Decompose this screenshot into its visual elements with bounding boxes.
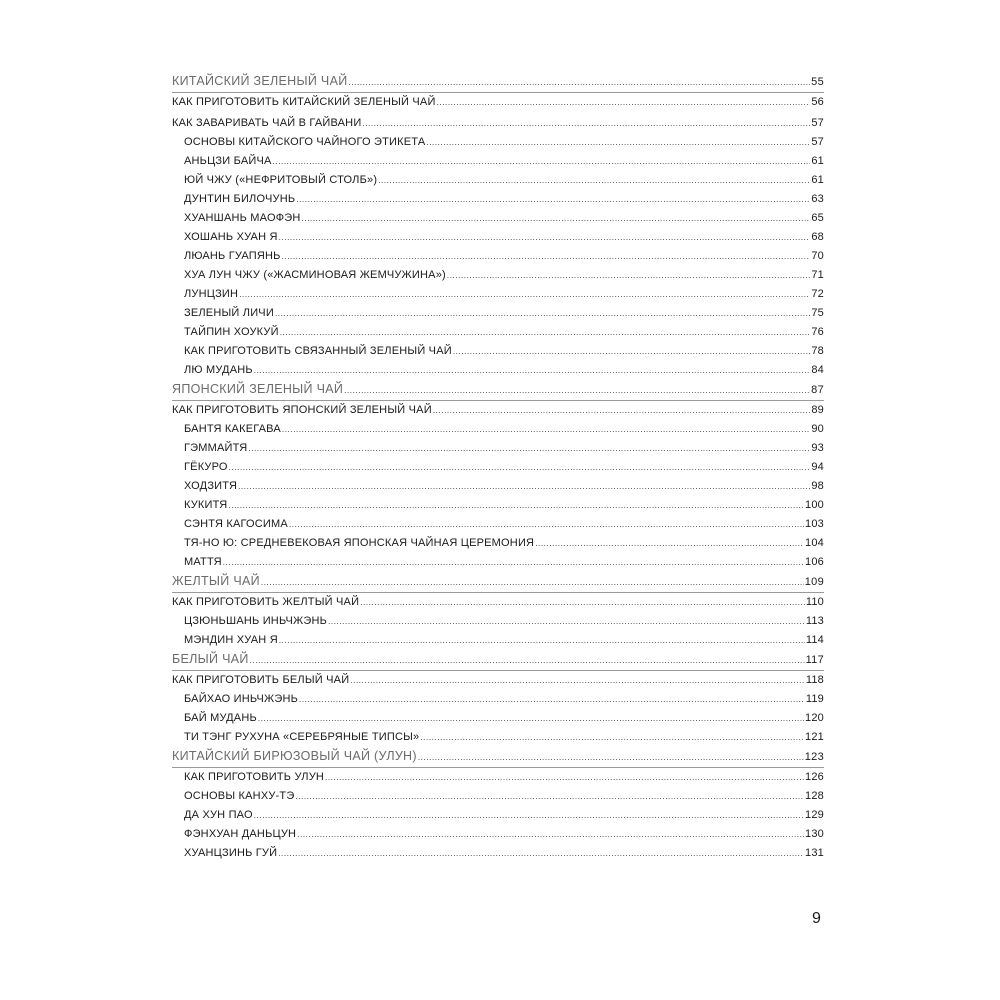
- toc-entry: [172, 247, 824, 266]
- dot-leader: [223, 553, 804, 572]
- toc-section-heading: [172, 380, 824, 400]
- dot-leader: [349, 73, 811, 92]
- toc-entry-title: ЯПОНСКИЙ ЗЕЛЕНЫЙ ЧАЙ: [172, 382, 344, 396]
- toc-entry: [172, 768, 824, 787]
- toc-entry: [172, 690, 824, 709]
- toc-entry: [172, 671, 824, 690]
- toc-entry: [172, 553, 824, 572]
- dot-leader: [229, 458, 811, 477]
- toc-entry-title: МЭНДИН ХУАН Я: [184, 634, 278, 646]
- toc-entry-title: ЛЮ МУДАНЬ: [184, 364, 253, 376]
- toc-entry: [172, 209, 824, 228]
- dot-leader: [433, 401, 811, 420]
- toc-entry-title: КИТАЙСКИЙ БИРЮЗОВЫЙ ЧАЙ (УЛУН): [172, 749, 417, 763]
- toc-entry: [172, 534, 824, 553]
- toc-entry-title: ЦЗЮНЬШАНЬ ИНЬЧЖЭНЬ: [184, 615, 328, 627]
- toc-entry-title: ХУАНШАНЬ МАОФЭН: [184, 212, 301, 224]
- toc-entry: [172, 787, 824, 806]
- toc-entry-page: 109: [804, 576, 824, 588]
- toc-entry: [172, 844, 824, 863]
- toc-entry: [172, 152, 824, 171]
- dot-leader: [261, 573, 804, 592]
- dot-leader: [282, 420, 810, 439]
- toc-entry: [172, 593, 824, 612]
- toc-entry-title: ФЭНХУАН ДАНЬЦУН: [184, 828, 297, 840]
- toc-entry-page: 72: [811, 288, 824, 300]
- dot-leader: [254, 361, 811, 380]
- toc-entry: [172, 401, 824, 420]
- toc-entry-page: 123: [804, 751, 824, 763]
- toc-entry-title: ОСНОВЫ КИТАЙСКОГО ЧАЙНОГО ЭТИКЕТА: [184, 136, 426, 148]
- table-of-contents: [172, 72, 824, 863]
- toc-entry-page: 130: [805, 828, 824, 840]
- dot-leader: [350, 671, 805, 690]
- dot-leader: [238, 477, 810, 496]
- toc-entry-title: ХУА ЛУН ЧЖУ («ЖАСМИНОВАЯ ЖЕМЧУЖИНА»): [184, 269, 446, 281]
- toc-entry-page: 56: [811, 96, 824, 108]
- toc-entry-page: 61: [811, 155, 824, 167]
- toc-entry-page: 121: [805, 731, 824, 743]
- toc-entry: [172, 709, 824, 728]
- toc-entry-page: 78: [811, 345, 824, 357]
- toc-entry-page: 120: [805, 712, 824, 724]
- toc-entry-title: КАК ПРИГОТОВИТЬ СВЯЗАННЫЙ ЗЕЛЕНЫЙ ЧАЙ: [184, 345, 452, 357]
- toc-entry-title: КАК ЗАВАРИВАТЬ ЧАЙ В ГАЙВАНИ: [172, 117, 362, 129]
- toc-section-heading: [172, 572, 824, 592]
- dot-leader: [302, 209, 811, 228]
- toc-entry: [172, 323, 824, 342]
- toc-entry-page: 75: [811, 307, 824, 319]
- toc-entry-page: 98: [811, 480, 824, 492]
- dot-leader: [299, 690, 805, 709]
- toc-entry-title: КИТАЙСКИЙ ЗЕЛЕНЫЙ ЧАЙ: [172, 74, 348, 88]
- toc-entry-title: ДУНТИН БИЛОЧУНЬ: [184, 193, 296, 205]
- toc-entry-title: ОСНОВЫ КАНХУ-ТЭ: [184, 790, 295, 802]
- toc-entry-page: 104: [805, 537, 824, 549]
- toc-entry-page: 55: [811, 76, 824, 88]
- dot-leader: [437, 93, 811, 112]
- dot-leader: [295, 787, 804, 806]
- toc-entry-title: МАТТЯ: [184, 556, 222, 568]
- toc-entry-page: 117: [805, 654, 824, 666]
- toc-entry: [172, 342, 824, 361]
- dot-leader: [426, 133, 810, 152]
- toc-entry: [172, 477, 824, 496]
- toc-entry-title: ХОДЗИТЯ: [184, 480, 238, 492]
- toc-entry-page: 110: [805, 596, 824, 608]
- toc-entry-title: ХУАНЦЗИНЬ ГУЙ: [184, 847, 278, 859]
- toc-entry: [172, 458, 824, 477]
- toc-entry-page: 84: [811, 364, 824, 376]
- toc-entry-page: 113: [805, 615, 824, 627]
- dot-leader: [453, 342, 811, 361]
- toc-entry: [172, 439, 824, 458]
- toc-entry-title: ГЭММАЙТЯ: [184, 442, 248, 454]
- dot-leader: [418, 748, 804, 767]
- toc-entry-title: КАК ПРИГОТОВИТЬ БЕЛЫЙ ЧАЙ: [172, 674, 350, 686]
- dot-leader: [344, 381, 810, 400]
- toc-entry-page: 63: [811, 193, 824, 205]
- toc-entry-page: 100: [805, 499, 824, 511]
- toc-entry: [172, 171, 824, 190]
- toc-entry-page: 93: [811, 442, 824, 454]
- dot-leader: [250, 651, 805, 670]
- toc-entry: [172, 266, 824, 285]
- dot-leader: [273, 152, 811, 171]
- toc-entry: [172, 114, 824, 133]
- toc-entry-page: 131: [805, 847, 824, 859]
- toc-entry-page: 128: [805, 790, 824, 802]
- dot-leader: [275, 304, 810, 323]
- toc-entry-title: ДА ХУН ПАО: [184, 809, 253, 821]
- toc-entry: [172, 361, 824, 380]
- toc-entry-title: КАК ПРИГОТОВИТЬ ЯПОНСКИЙ ЗЕЛЕНЫЙ ЧАЙ: [172, 404, 432, 416]
- dot-leader: [362, 114, 810, 133]
- toc-entry-page: 76: [811, 326, 824, 338]
- toc-entry-title: ХОШАНЬ ХУАН Я: [184, 231, 278, 243]
- toc-section-heading: [172, 747, 824, 767]
- toc-entry-page: 65: [811, 212, 824, 224]
- dot-leader: [258, 709, 804, 728]
- toc-entry-title: КАК ПРИГОТОВИТЬ ЖЕЛТЫЙ ЧАЙ: [172, 596, 360, 608]
- dot-leader: [279, 631, 805, 650]
- dot-leader: [535, 534, 804, 553]
- toc-section-heading: [172, 72, 824, 92]
- toc-entry-page: 119: [805, 693, 824, 705]
- toc-entry-page: 57: [811, 117, 824, 129]
- toc-entry-page: 126: [805, 771, 824, 783]
- toc-entry-title: ТИ ТЭНГ РУХУНА «СЕРЕБРЯНЫЕ ТИПСЫ»: [184, 731, 420, 743]
- toc-entry: [172, 825, 824, 844]
- toc-entry-page: 68: [811, 231, 824, 243]
- dot-leader: [254, 806, 804, 825]
- toc-entry-page: 70: [811, 250, 824, 262]
- dot-leader: [289, 515, 804, 534]
- toc-entry-page: 114: [805, 634, 824, 646]
- dot-leader: [296, 190, 810, 209]
- toc-entry-page: 89: [811, 404, 824, 416]
- dot-leader: [447, 266, 810, 285]
- dot-leader: [278, 844, 804, 863]
- toc-entry: [172, 420, 824, 439]
- dot-leader: [279, 228, 811, 247]
- toc-entry-page: 129: [805, 809, 824, 821]
- dot-leader: [325, 768, 804, 787]
- toc-entry-title: ГЁКУРО: [184, 461, 228, 473]
- toc-entry-title: ЖЕЛТЫЙ ЧАЙ: [172, 574, 260, 588]
- dot-leader: [228, 496, 804, 515]
- toc-entry-title: ЮЙ ЧЖУ («НЕФРИТОВЫЙ СТОЛБ»): [184, 174, 378, 186]
- toc-entry-title: КАК ПРИГОТОВИТЬ УЛУН: [184, 771, 325, 783]
- page-number: 9: [812, 910, 821, 927]
- toc-entry-page: 90: [811, 423, 824, 435]
- toc-entry: [172, 806, 824, 825]
- toc-entry-page: 118: [805, 674, 824, 686]
- toc-entry: [172, 728, 824, 747]
- toc-entry: [172, 515, 824, 534]
- toc-entry: [172, 190, 824, 209]
- toc-entry-page: 106: [805, 556, 824, 568]
- dot-leader: [248, 439, 810, 458]
- dot-leader: [328, 612, 805, 631]
- toc-entry: [172, 285, 824, 304]
- toc-entry-page: 87: [811, 384, 824, 396]
- toc-entry-title: КАК ПРИГОТОВИТЬ КИТАЙСКИЙ ЗЕЛЕНЫЙ ЧАЙ: [172, 96, 436, 108]
- dot-leader: [378, 171, 810, 190]
- dot-leader: [239, 285, 810, 304]
- dot-leader: [282, 247, 811, 266]
- toc-entry-title: ЗЕЛЕНЫЙ ЛИЧИ: [184, 307, 274, 319]
- dot-leader: [297, 825, 804, 844]
- toc-entry-title: БАНТЯ КАКЕГАВА: [184, 423, 281, 435]
- toc-entry-title: ТАЙПИН ХОУКУЙ: [184, 326, 279, 338]
- toc-entry-title: АНЬЦЗИ БАЙЧА: [184, 155, 272, 167]
- toc-entry-page: 103: [805, 518, 824, 530]
- toc-entry: [172, 228, 824, 247]
- toc-entry: [172, 133, 824, 152]
- toc-entry-page: 61: [811, 174, 824, 186]
- dot-leader: [420, 728, 804, 747]
- toc-entry: [172, 93, 824, 112]
- dot-leader: [280, 323, 811, 342]
- toc-entry: [172, 631, 824, 650]
- toc-entry-title: БЕЛЫЙ ЧАЙ: [172, 652, 249, 666]
- toc-entry-page: 71: [811, 269, 824, 281]
- toc-entry: [172, 304, 824, 323]
- toc-entry-page: 57: [811, 136, 824, 148]
- toc-entry-title: ЛЮАНЬ ГУАПЯНЬ: [184, 250, 281, 262]
- toc-section-heading: [172, 650, 824, 670]
- toc-entry-title: ЛУНЦЗИН: [184, 288, 239, 300]
- toc-entry: [172, 496, 824, 515]
- toc-entry-title: БАЙХАО ИНЬЧЖЭНЬ: [184, 693, 299, 705]
- dot-leader: [360, 593, 805, 612]
- toc-entry-page: 94: [811, 461, 824, 473]
- toc-entry-title: ТЯ-НО Ю: СРЕДНЕВЕКОВАЯ ЯПОНСКАЯ ЧАЙНАЯ ЦЕРЕМОНИЯ: [184, 537, 535, 549]
- toc-entry-title: СЭНТЯ КАГОСИМА: [184, 518, 288, 530]
- toc-entry: [172, 612, 824, 631]
- toc-entry-title: КУКИТЯ: [184, 499, 228, 511]
- toc-entry-title: БАЙ МУДАНЬ: [184, 712, 257, 724]
